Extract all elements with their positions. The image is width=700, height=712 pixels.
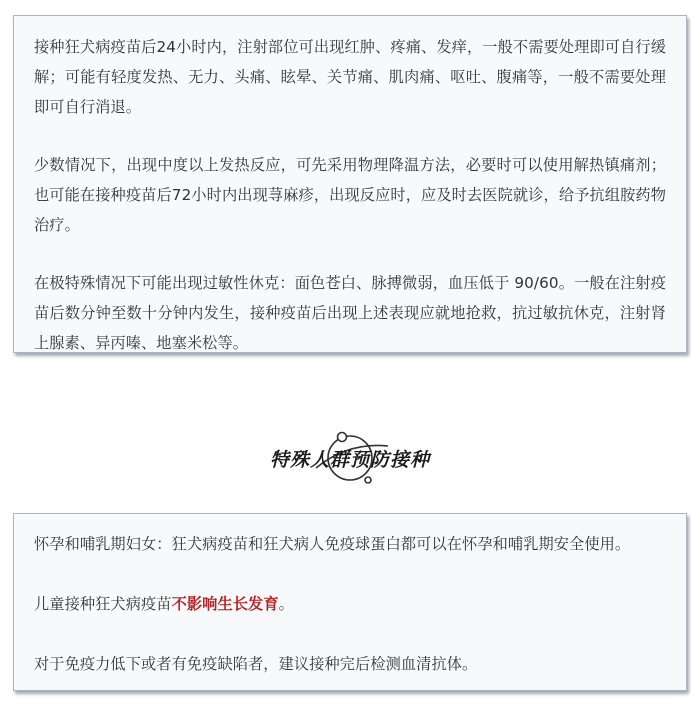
fever-reaction-paragraph: 少数情况下，出现中度以上发热反应，可先采用物理降温方法，必要时可以使用解热镇痛剂；也可能在接种疫苗后72小时内出现荨麻疹，出现反应时，应及时去医院就诊，给予抗组胺药物治疗。	[34, 156, 666, 234]
special-groups-card	[13, 513, 687, 691]
heading-title: 特殊人群预防接种	[269, 449, 430, 471]
children-paragraph	[34, 589, 666, 619]
local-reaction-paragraph: 接种狂犬病疫苗后24小时内，注射部位可出现红肿、疼痛、发痒，一般不需要处理即可自行缓解；可能有轻度发热、无力、头痛、眩晕、关节痛、肌肉痛、呕吐、腹痛等，一般不需要处理即可自行消退。	[34, 38, 666, 116]
no-growth-effect-emphasis: 不影响生长发育	[171, 595, 279, 613]
pregnancy-paragraph: 怀孕和哺乳期妇女：狂犬病疫苗和狂犬病人免疫球蛋白都可以在怀孕和哺乳期安全使用。	[34, 535, 631, 553]
anaphylaxis-paragraph: 在极特殊情况下可能出现过敏性休克：面色苍白、脉搏微弱，血压低于 90/60。一般在注射疫苗后数分钟至数十分钟内发生，接种疫苗后出现上述表现应就地抢救，抗过敏抗休克，注射肾上腺素、异丙嗪、地塞米松等。	[34, 274, 666, 352]
immunodeficiency-paragraph: 对于免疫力低下或者有免疫缺陷者，建议接种完后检测血清抗体。	[34, 655, 478, 673]
children-text-end: 。	[278, 595, 294, 613]
children-text: 儿童接种狂犬病疫苗	[34, 595, 172, 613]
section-heading	[0, 428, 700, 490]
side-effects-card	[13, 15, 687, 353]
